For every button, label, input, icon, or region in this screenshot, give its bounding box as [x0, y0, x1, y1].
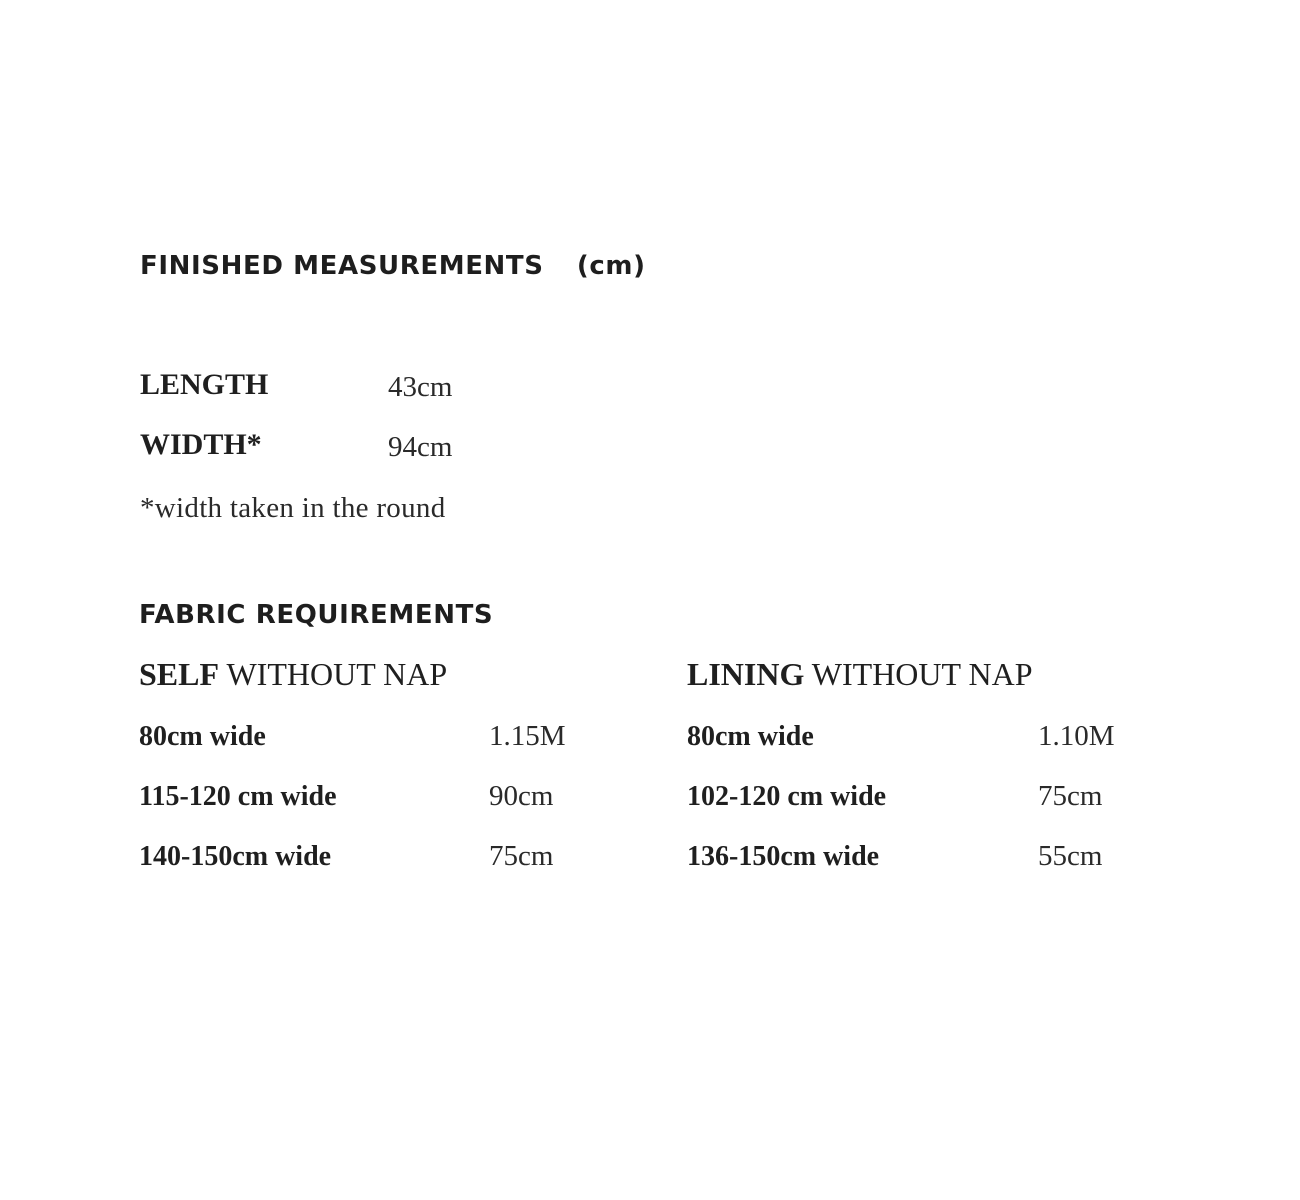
- length-label: LENGTH: [140, 368, 269, 401]
- self-row-value: 75cm: [489, 840, 554, 872]
- lining-row-label: 102-120 cm wide: [687, 781, 887, 812]
- lining-heading: [687, 656, 1033, 693]
- self-heading: [139, 656, 447, 693]
- finished-measurements-unit: (cm): [576, 251, 646, 281]
- fabric-requirements-heading: FABRIC REQUIREMENTS: [139, 600, 494, 630]
- self-heading-bold: SELF: [139, 656, 220, 692]
- lining-row-value: 55cm: [1038, 840, 1103, 872]
- self-row-label: 80cm wide: [139, 721, 266, 752]
- self-row-label: 140-150cm wide: [139, 841, 332, 872]
- lining-row-value: 75cm: [1038, 780, 1103, 812]
- self-row-value: 1.15M: [489, 720, 566, 752]
- width-note: *width taken in the round: [140, 492, 446, 524]
- self-row-label: 115-120 cm wide: [139, 781, 337, 812]
- lining-row-value: 1.10M: [1038, 720, 1115, 752]
- width-label: WIDTH*: [140, 428, 262, 461]
- finished-measurements-title: FINISHED MEASUREMENTS: [140, 251, 544, 281]
- lining-heading-rest: WITHOUT NAP: [804, 656, 1033, 692]
- length-value: 43cm: [388, 371, 453, 403]
- self-row-value: 90cm: [489, 780, 554, 812]
- lining-row-label: 136-150cm wide: [687, 841, 880, 872]
- lining-heading-bold: LINING: [687, 656, 805, 692]
- self-heading-rest: WITHOUT NAP: [219, 656, 448, 692]
- finished-measurements-heading: [140, 251, 646, 281]
- width-value: 94cm: [388, 431, 453, 463]
- lining-row-label: 80cm wide: [687, 721, 814, 752]
